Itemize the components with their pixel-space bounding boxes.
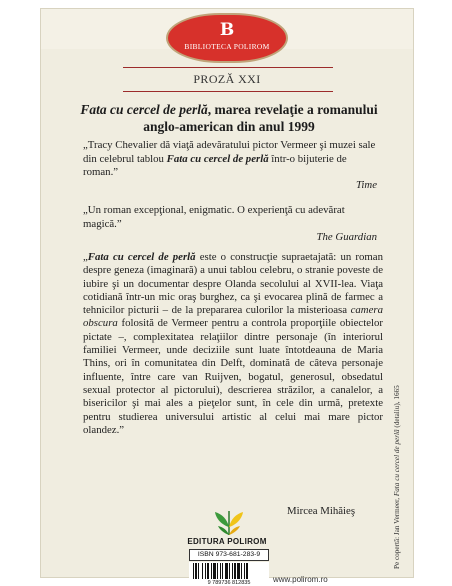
barcode-bar [234,563,236,579]
barcode-bar [193,563,194,579]
quote-guardian-source: The Guardian [316,231,377,243]
review-open-quote: „ [83,251,88,263]
barcode-bar [237,563,240,579]
review-title: Fata cu cercel de perlă [87,251,196,263]
quote-time-title: Fata cu cercel de perlă [166,152,269,165]
barcode-bar [213,563,216,579]
barcode-bar [195,563,197,579]
quote-time-text: „Tracy Chevalier dă viaţă adevăratului pictor Vermeer şi muzei sale din celebrul tablou [83,139,376,165]
cover-credit [393,249,401,569]
headline-rest: , marea revelaţie a romanului anglo-american din anul 1999 [143,102,378,134]
review-text-part2: folosită de Vermeer pentru a controla proporţiile obiectelor pictate –, complexitatea relaţiilor dintre personaje (în interiorul familiei Vermeer, unde deciziile sunt luate întotdeauna de Maria Thins, ori în comunitatea din Delft, dominată de câteva personaje influente, între care van Ruijven, bogatul, generosul, obsedatul sexual protector al pictorului), descrierea străzilor, a canalelor, a bisericilor şi mai ales a pieţelor sunt, în cele din urmă, pretexte pentru studierea universului artistic al celui mai mare pictor olandez.” [83,317,383,436]
barcode-bar [205,563,206,579]
barcode-bar [246,563,248,579]
barcode-bar [202,563,203,579]
biblioteca-polirom-logo [166,13,288,63]
back-cover [40,8,414,586]
barcode-bar [198,563,199,579]
quote-time-end: într-o bijuterie de roman.” [83,152,347,178]
review-text-part1: este o construcţie supraetajată: un roman despre geneza (imaginară) a unui tablou celebru, o stranie poveste de iubire şi un documentar despre Olanda secolului al XVII-lea. Viaţa cotidiană într-un mic oraş burghez, ca şi evocarea plină de farmec a tehnicilor picturii – de la prepararea culorilor la misterioasa [83,251,383,317]
series-rule-bottom [123,91,333,92]
logo-mark: B [219,20,235,40]
publisher-name: EDITURA POLIROM [187,537,267,546]
barcode-bar [244,563,245,579]
review-author: Mircea Mihăieş [287,505,356,517]
headline-title: Fata cu cercel de perlă [80,102,208,117]
barcode-bar [229,563,230,579]
review-camera-obscura: camera obscura [83,304,383,330]
series-label: PROZĂ XXI [193,72,261,86]
credit-post: (detaliu), 1665 [393,385,401,430]
barcode-number: 9 789736 812835 [189,580,269,586]
credit-title: Fata cu cercel de perlă [393,429,401,497]
isbn-box: ISBN 973-681-283-9 [189,549,269,561]
credit-pre: Pe copertă: Jan Vermeer, [393,496,401,569]
logo-text: BIBLIOTECA POLIROM [184,42,270,51]
barcode-bar [217,563,218,579]
series-rule-top [123,67,333,68]
headline [79,101,379,135]
review-body [83,251,383,437]
barcode-bar [241,563,242,579]
quote-time-source: Time [356,179,377,191]
quote-guardian: „Un roman excepţional, enigmatic. O experienţă cu adevărat magică.” [83,204,345,230]
barcode-bar [225,563,228,579]
website-link[interactable]: www.polirom.ro [273,575,328,584]
barcode-bar [207,563,209,579]
polirom-leaf-icon [208,509,250,537]
barcode-bar [232,563,233,579]
barcode-bar [220,563,221,579]
barcode-bar [222,563,223,579]
barcode-bar [211,563,212,579]
quote-time [83,139,379,180]
